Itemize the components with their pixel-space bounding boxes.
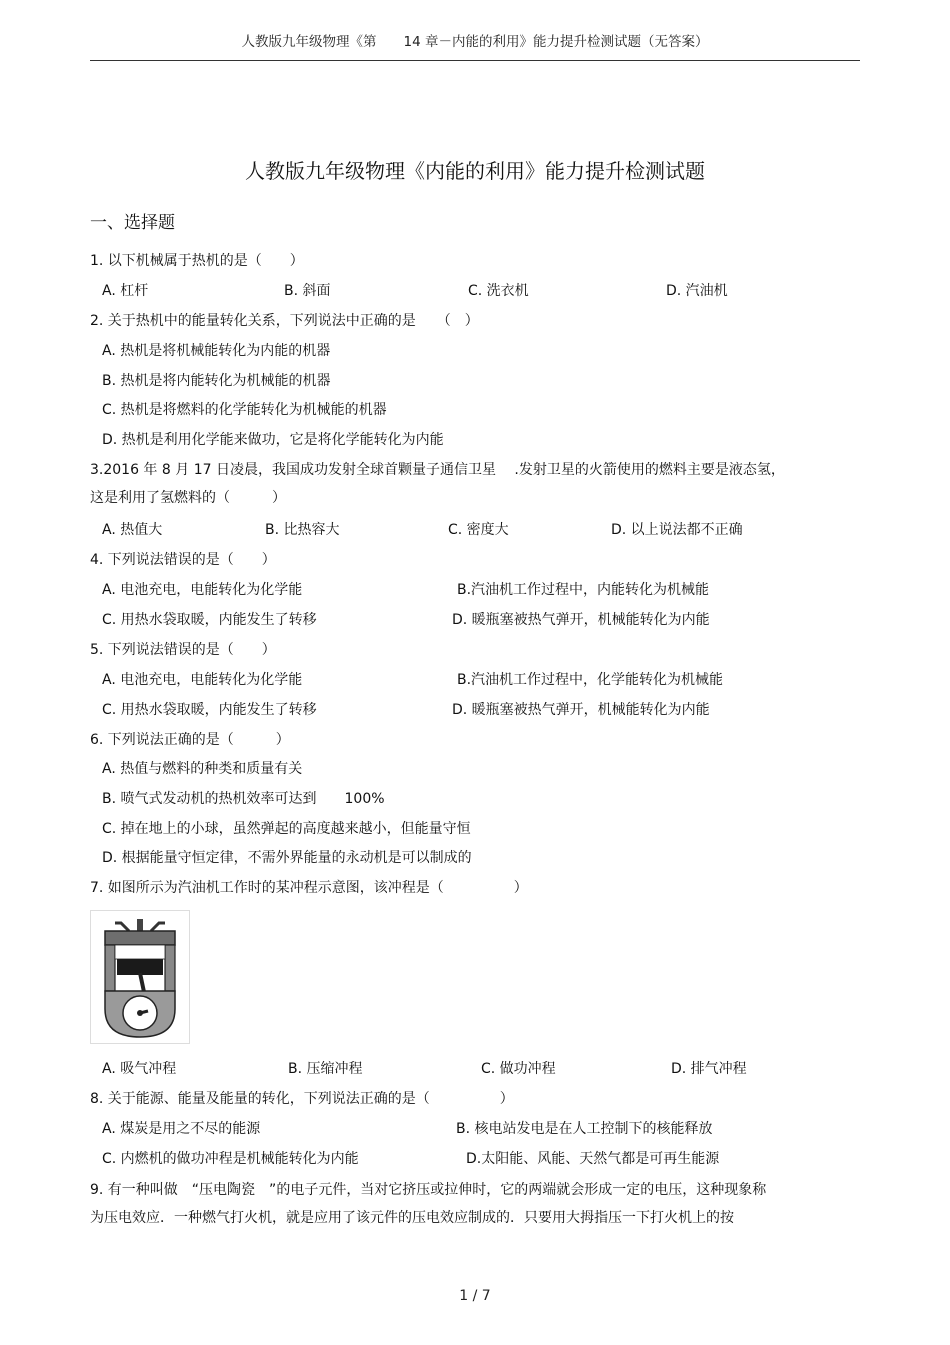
page-number: 1 / 7 xyxy=(459,1288,491,1304)
question-stem: 1. 以下机械属于热机的是（ ） xyxy=(90,253,304,269)
question-stem: 4. 下列说法错误的是（ ） xyxy=(90,552,276,568)
option: D. 汽油机 xyxy=(666,283,728,299)
option: C. 内燃机的做功冲程是机械能转化为内能 xyxy=(102,1151,359,1167)
option: A. 电池充电，电能转化为化学能 xyxy=(102,672,303,688)
option: C. 洗衣机 xyxy=(468,283,529,299)
page-header: 人教版九年级物理《第 14 章－内能的利用》能力提升检测试题（无答案） xyxy=(241,34,709,50)
question-stem: 8. 关于能源、能量及能量的转化，下列说法正确的是（ ） xyxy=(90,1091,514,1107)
option-row xyxy=(102,1059,862,1079)
option-row xyxy=(102,1149,862,1169)
option: A. 杠杆 xyxy=(102,283,149,299)
option: A. 煤炭是用之不尽的能源 xyxy=(102,1121,261,1137)
option: A. 热机是将机械能转化为内能的机器 xyxy=(102,343,331,359)
option: C. 热机是将燃料的化学能转化为机械能的机器 xyxy=(102,402,387,418)
option: C. 用热水袋取暖，内能发生了转移 xyxy=(102,702,317,718)
question-stem: 5. 下列说法错误的是（ ） xyxy=(90,642,276,658)
option-row xyxy=(102,1119,862,1139)
header-rule xyxy=(90,60,860,61)
section-heading: 一、选择题 xyxy=(90,213,175,233)
option: C. 用热水袋取暖，内能发生了转移 xyxy=(102,612,317,628)
question-stem: 3.2016 年 8 月 17 日凌晨，我国成功发射全球首颗量子通信卫星 .发射卫星的火箭使用的燃料主要是液态氢， xyxy=(90,462,785,478)
question-stem: 6. 下列说法正确的是（ ） xyxy=(90,732,290,748)
option: B. 斜面 xyxy=(284,283,331,299)
question-stem-continued: 为压电效应．一种燃气打火机，就是应用了该元件的压电效应制成的．只要用大拇指压一下打火机上的按 xyxy=(90,1210,734,1226)
option: D. 根据能量守恒定律，不需外界能量的永动机是可以制成的 xyxy=(102,850,472,866)
option-row xyxy=(102,610,862,630)
option: A. 吸气冲程 xyxy=(102,1061,177,1077)
option: A. 热值大 xyxy=(102,522,163,538)
combustion-chamber xyxy=(115,945,165,959)
option: A. 电池充电，电能转化为化学能 xyxy=(102,582,303,598)
question-stem: 2. 关于热机中的能量转化关系，下列说法中正确的是 （ ） xyxy=(90,313,479,329)
option: B. 压缩冲程 xyxy=(288,1061,363,1077)
option: D. 热机是利用化学能来做功，它是将化学能转化为内能 xyxy=(102,432,444,448)
option-row xyxy=(102,520,862,540)
option: B.汽油机工作过程中，化学能转化为机械能 xyxy=(457,672,724,688)
option: D. 暖瓶塞被热气弹开，机械能转化为内能 xyxy=(452,612,710,628)
cylinder-wall-right xyxy=(165,945,175,991)
option: B. 比热容大 xyxy=(265,522,340,538)
cylinder-wall-left xyxy=(105,945,115,991)
intake-pipe xyxy=(115,923,129,931)
crank-center xyxy=(137,1010,143,1016)
option-row xyxy=(102,580,862,600)
option: D.太阳能、风能、天然气都是可再生能源 xyxy=(466,1151,720,1167)
question-stem: 7. 如图所示为汽油机工作时的某冲程示意图，该冲程是（ ） xyxy=(90,880,528,896)
cylinder-head xyxy=(105,931,175,945)
exhaust-pipe xyxy=(151,923,165,931)
engine-diagram-svg xyxy=(91,911,189,1043)
option-row xyxy=(102,670,862,690)
piston xyxy=(117,959,163,975)
engine-stroke-diagram xyxy=(90,910,190,1044)
question-stem-continued: 这是利用了氢燃料的（ ） xyxy=(90,490,286,506)
option: C. 做功冲程 xyxy=(481,1061,556,1077)
option-row xyxy=(102,700,862,720)
option: B.汽油机工作过程中，内能转化为机械能 xyxy=(457,582,710,598)
option: B. 热机是将内能转化为机械能的机器 xyxy=(102,373,331,389)
option: D. 以上说法都不正确 xyxy=(611,522,743,538)
option: D. 排气冲程 xyxy=(671,1061,747,1077)
option: C. 密度大 xyxy=(448,522,509,538)
option: C. 掉在地上的小球，虽然弹起的高度越来越小，但能量守恒 xyxy=(102,821,471,837)
option: B. 核电站发电是在人工控制下的核能释放 xyxy=(456,1121,713,1137)
option: A. 热值与燃料的种类和质量有关 xyxy=(102,761,303,777)
option: D. 暖瓶塞被热气弹开，机械能转化为内能 xyxy=(452,702,710,718)
option: B. 喷气式发动机的热机效率可达到 100% xyxy=(102,791,385,807)
document-title: 人教版九年级物理《内能的利用》能力提升检测试题 xyxy=(245,159,705,183)
question-stem: 9. 有一种叫做 “压电陶瓷 ”的电子元件，当对它挤压或拉伸时，它的两端就会形成一定的电压，这种现象称 xyxy=(90,1182,767,1198)
option-row xyxy=(102,281,862,301)
